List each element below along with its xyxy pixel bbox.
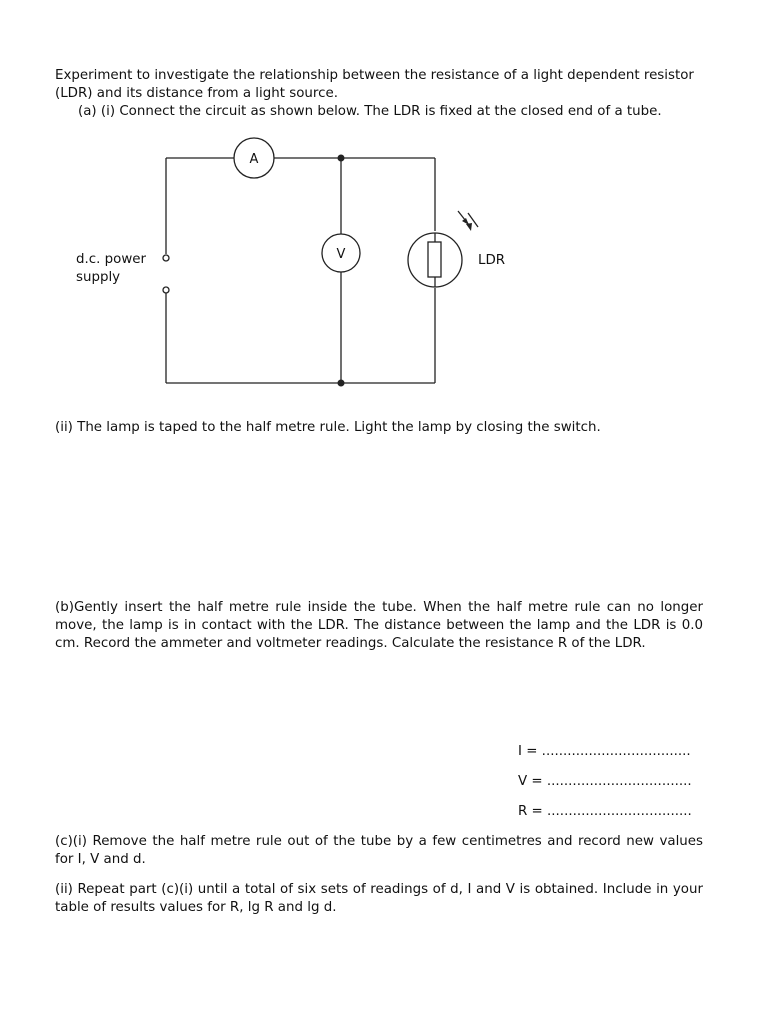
junction-top xyxy=(338,155,345,162)
supply-terminal-positive xyxy=(163,255,169,261)
current-answer-line: I = ................................... xyxy=(518,744,691,759)
light-arrow-head-2 xyxy=(466,223,472,231)
voltage-answer-line: V = .................................. xyxy=(518,774,692,789)
ldr-resistor-body xyxy=(428,242,441,277)
ldr-label: LDR xyxy=(478,253,506,268)
supply-terminal-negative xyxy=(163,287,169,293)
junction-bottom xyxy=(338,380,345,387)
resistance-answer-line: R = .................................. xyxy=(518,804,692,819)
supply-label-line2: supply xyxy=(76,270,121,285)
supply-label-line1: d.c. power xyxy=(76,252,147,267)
part-b-text: (b)Gently insert the half metre rule inside the tube. When the half metre rule can no longer move, the lamp is in contact with the LDR. The distance between the lamp and the LDR is 0.0 cm. Record the ammeter and voltmeter readings. Calculate the resistance R of the LDR. xyxy=(55,600,703,651)
voltmeter-label: V xyxy=(336,247,346,262)
circuit-diagram xyxy=(60,130,506,400)
ammeter-label: A xyxy=(249,152,259,167)
part-c-ii-text: (ii) Repeat part (c)(i) until a total of six sets of readings of d, I and V is obtained. Include in your table of results values for R, lg R and lg d. xyxy=(55,882,703,915)
part-a-i-text: (a) (i) Connect the circuit as shown below. The LDR is fixed at the closed end of a tube. xyxy=(78,104,662,119)
intro-text: Experiment to investigate the relationship between the resistance of a light dependent resistor (LDR) and its distance from a light source. xyxy=(55,68,694,101)
part-a-ii-text: (ii) The lamp is taped to the half metre rule. Light the lamp by closing the switch. xyxy=(55,420,601,435)
part-c-i-text: (c)(i) Remove the half metre rule out of the tube by a few centimetres and record new values for I, V and d. xyxy=(55,834,703,867)
